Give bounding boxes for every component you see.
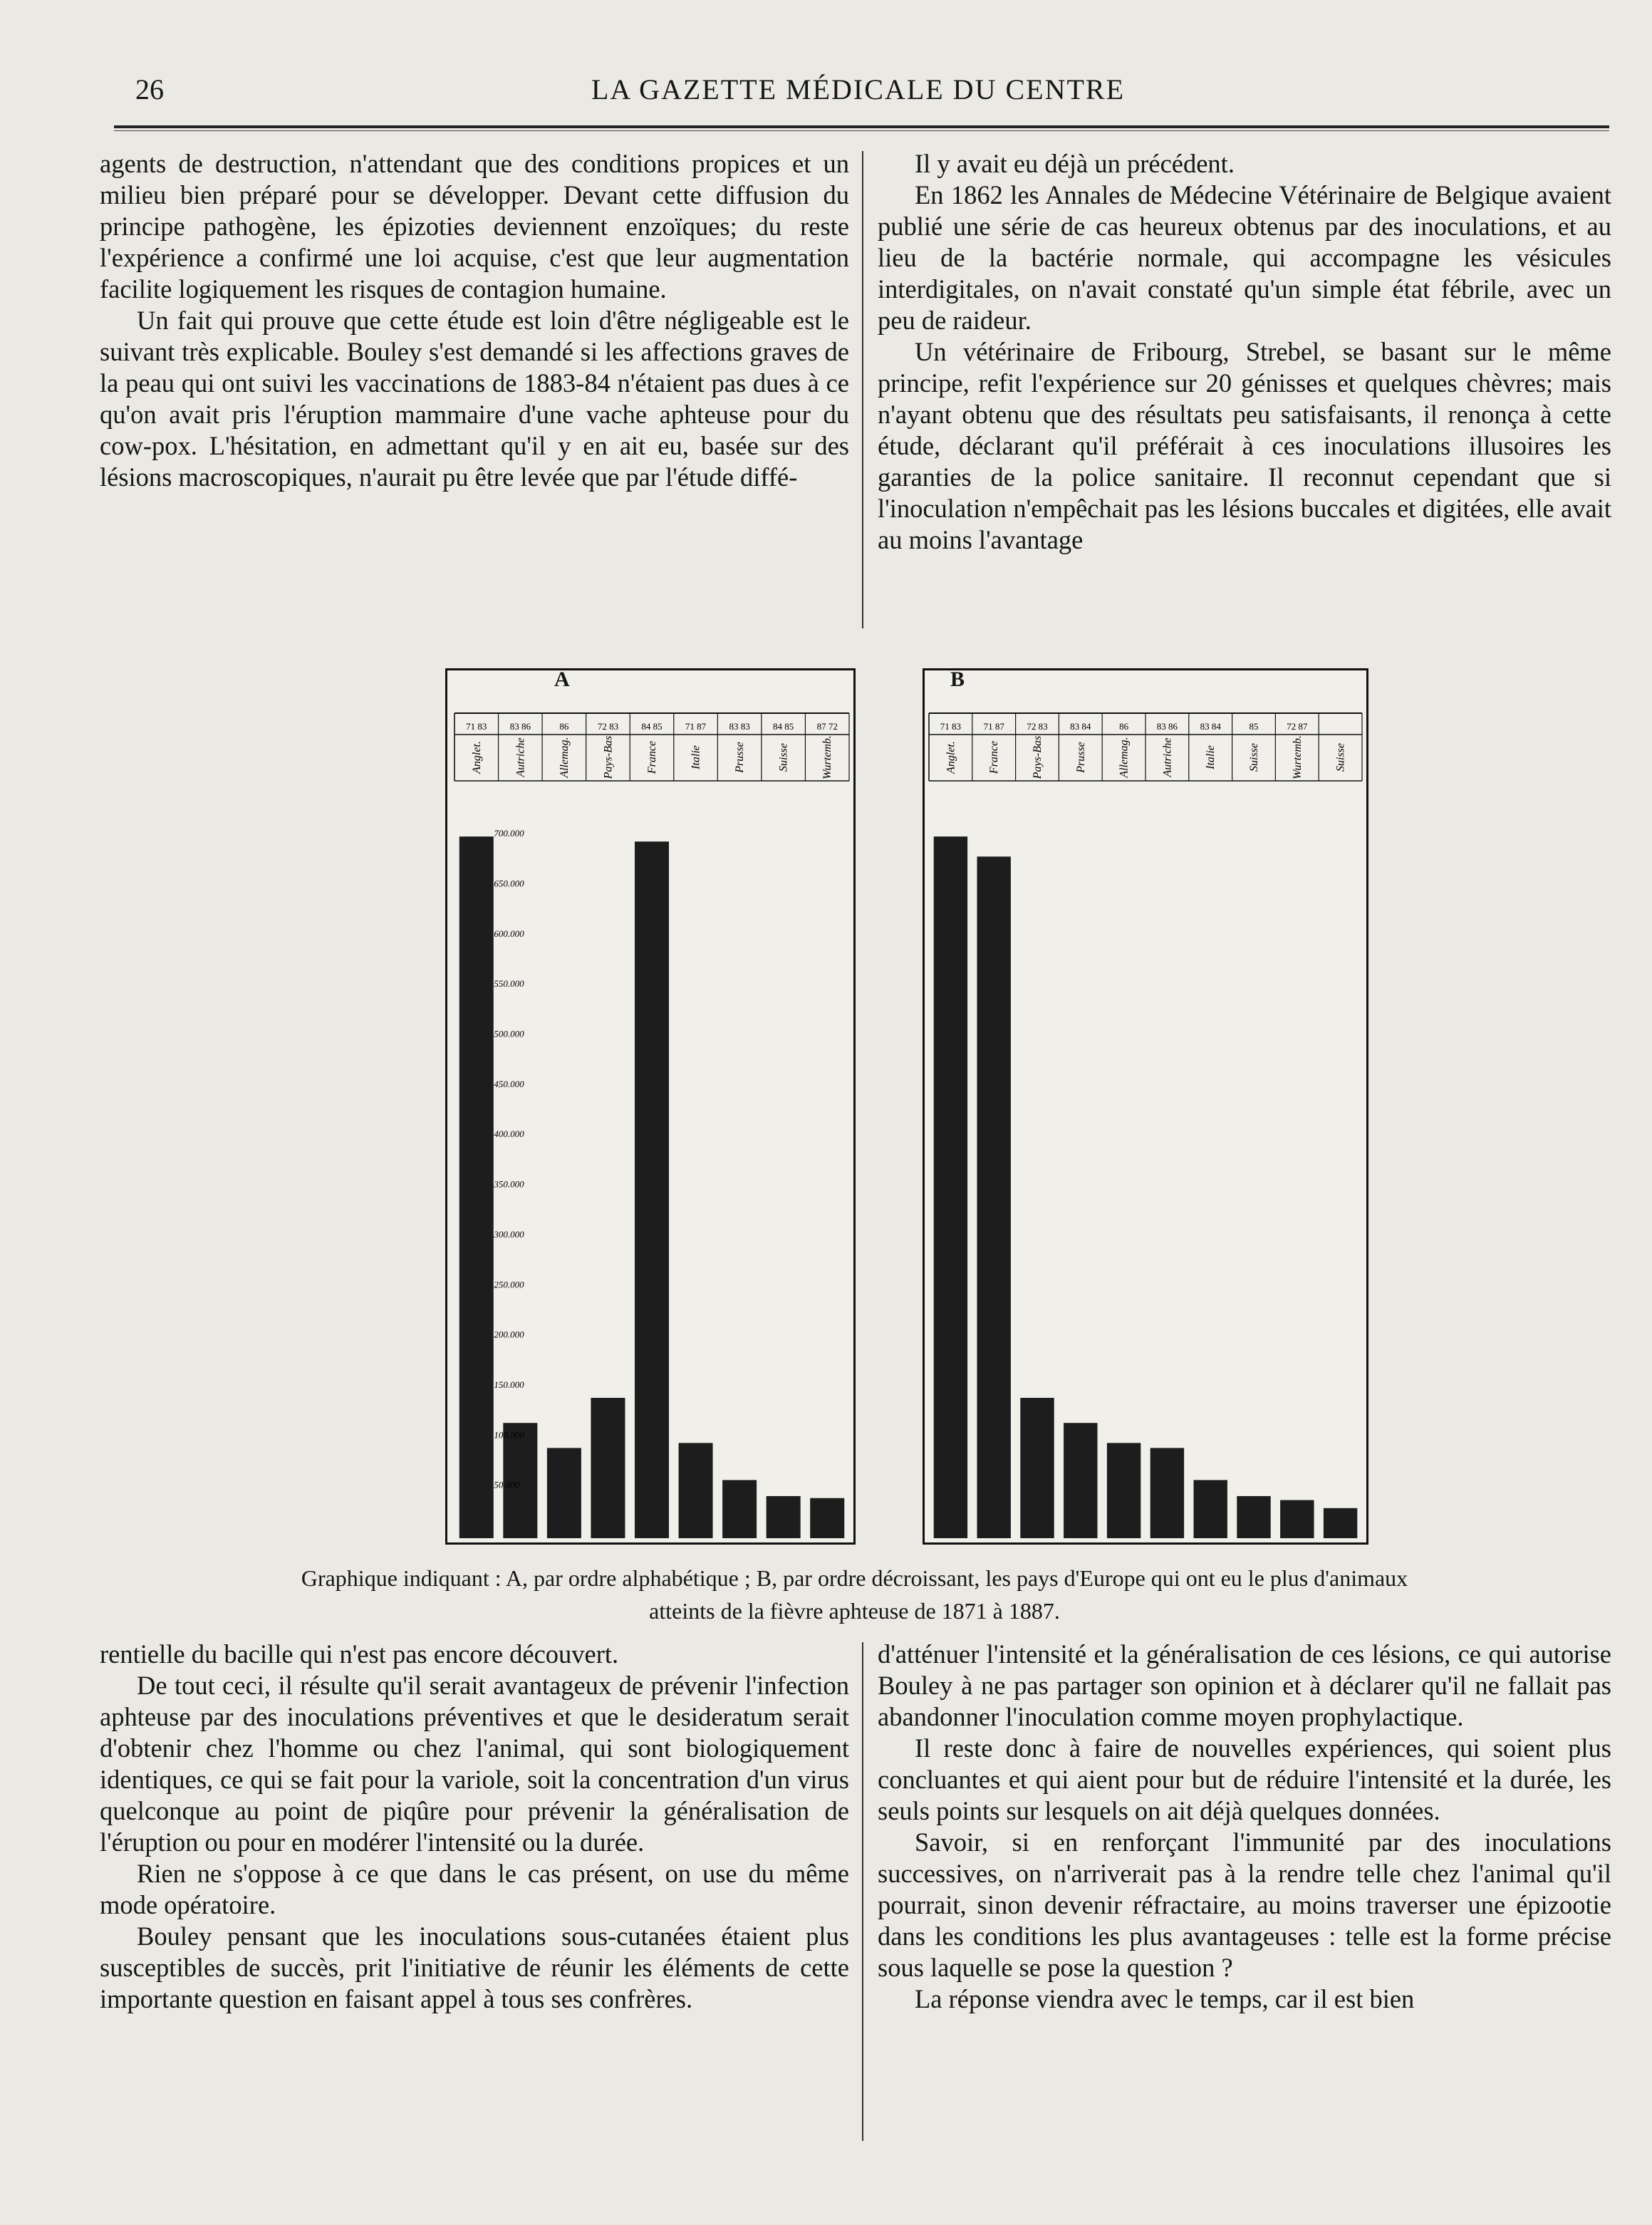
paragraph: La réponse viendra avec le temps, car il est bien [915, 1984, 1415, 2013]
y-tick-label: 500.000 [494, 1028, 524, 1039]
paragraph: Un fait qui prouve que cette étude est loin d'être négligeable est le suivant très explicable. Bouley s'est demandé si les affections graves de la peau qui ont suivi les vaccinations de 1883-84 n'étaient pas dues à ce qu'on avait pris l'éruption mammaire d'une vache aphteuse pour du cow-pox. L'hésitation, en admettant qu'il y en ait eu, basée sur des lésions macroscopiques, n'aurait pu être levée que par l'étude diffé- [100, 306, 849, 492]
y-tick-label: 300.000 [494, 1228, 524, 1240]
column-top-left [100, 148, 849, 493]
paragraph: Bouley pensant que les inoculations sous-cutanées étaient plus susceptibles de succès, prit l'initiative de réunir les éléments de cette importante question en faisant appel à tous ses confrères. [100, 1921, 849, 2013]
bar [767, 1496, 801, 1538]
paragraph: Un vétérinaire de Fribourg, Strebel, se basant sur le même principe, refit l'expérience sur 20 génisses et quelques chèvres; mais n'ayant obtenu que des résultats peu satisfaisants, il renonça à cette étude, déclarant qu'il préférait à ces inoculations illusoires les garanties de la police sanitaire. Il reconnut cependant que si l'inoculation n'empêchait pas les lésions buccales et digitées, elle avait au moins l'avantage [878, 337, 1611, 554]
y-tick-label: 350.000 [494, 1178, 524, 1190]
year-label: 71 83 [940, 721, 962, 732]
bar [547, 1448, 581, 1538]
page-header [107, 68, 1609, 104]
bar [934, 836, 967, 1538]
year-label: 86 [559, 721, 569, 732]
y-tick-label: 650.000 [494, 878, 524, 889]
chart-b-panel [923, 668, 1368, 1545]
category-label: Wurtemb. [821, 735, 834, 779]
caption-line-1: Graphique indiquant : A, par ordre alphabétique ; B, par ordre décroissant, les pays d'Europe qui ont eu le plus d'animaux [301, 1565, 1408, 1591]
caption-line-2: atteints de la fièvre aphteuse de 1871 à 1887. [649, 1598, 1060, 1624]
category-label: Prusse [734, 742, 747, 773]
column-bottom-right [878, 1639, 1611, 2015]
category-label: Italie [690, 745, 702, 769]
paragraph: Il reste donc à faire de nouvelles expériences, qui soient plus concluantes et qui aient pour but de réduire l'intensité et la durée, les seuls points sur lesquels on ait déjà quelques données. [878, 1733, 1611, 1825]
category-label: Suisse [1248, 743, 1260, 772]
year-label: 84 85 [641, 721, 663, 732]
chart-a [447, 670, 853, 1542]
category-label: Allemag. [1118, 737, 1131, 778]
y-tick-label: 150.000 [494, 1379, 524, 1390]
category-label: Autriche [1161, 737, 1174, 777]
paragraph: Il y avait eu déjà un précédent. [915, 149, 1235, 178]
column-bottom-left [100, 1639, 849, 2015]
y-tick-label: 100.000 [494, 1429, 524, 1441]
paragraph: agents de destruction, n'attendant que des conditions propices et un milieu bien préparé pour se développer. Devant cette diffusion du principe pathogène, les épizoties deviennent enzoïques; du reste l'expérience a confirmé une loi acquise, c'est que leur augmentation facilite logiquement les risques de contagion humaine. [100, 149, 849, 304]
bar [459, 836, 494, 1538]
category-label: France [646, 740, 658, 774]
year-label: 83 84 [1200, 721, 1221, 732]
paragraph: d'atténuer l'intensité et la généralisation de ces lésions, ce qui autorise Bouley à ne pas partager son opinion et à déclarer qu'il ne fallait pas abandonner l'inoculation comme moyen prophylactique. [878, 1639, 1611, 1731]
year-label: 71 87 [983, 721, 1004, 732]
year-label: 83 86 [1156, 721, 1178, 732]
y-tick-label: 400.000 [494, 1129, 524, 1140]
figure-caption [100, 1562, 1609, 1627]
page-number: 26 [135, 73, 164, 105]
bar [1237, 1496, 1270, 1538]
category-label: Pays-Bas [1032, 735, 1044, 779]
paragraph: Rien ne s'oppose à ce que dans le cas présent, on use du même mode opératoire. [100, 1859, 849, 1919]
category-label: Pays-Bas [602, 735, 615, 779]
year-label: 83 83 [729, 721, 750, 732]
category-label: Anglet. [945, 741, 957, 774]
paragraph: De tout ceci, il résulte qu'il serait avantageux de prévenir l'infection aphteuse par des inoculations préventives et que le desideratum serait d'obtenir chez l'homme ou chez l'animal, qui sont biologiquement identiques, ce qui se fait pour la variole, soit la concentration d'un virus quelconque au point de piqûre pour prévenir la généralisation de l'éruption ou pour en modérer l'intensité ou la durée. [100, 1671, 849, 1857]
category-label: France [988, 740, 1001, 774]
paragraph: En 1862 les Annales de Médecine Vétérinaire de Belgique avaient publié une série de cas heureux obtenus par des inoculations, et au lieu de la bactérie normale, qui accompagne les vésicules interdigitales, on n'avait constaté qu'un simple état fébrile, avec un peu de raideur. [878, 180, 1611, 335]
chart-b-title: B [950, 668, 965, 691]
bar [1324, 1508, 1357, 1538]
year-label: 86 [1119, 721, 1129, 732]
year-label: 71 87 [685, 721, 707, 732]
year-label: 72 87 [1287, 721, 1308, 732]
header-rule [114, 125, 1609, 128]
bar [1150, 1448, 1184, 1538]
chart-a-title: A [554, 668, 570, 691]
year-label: 72 83 [1027, 721, 1048, 732]
bar [1020, 1398, 1054, 1538]
bar [1280, 1500, 1314, 1538]
column-top-right [878, 148, 1611, 556]
y-tick-label: 200.000 [494, 1329, 524, 1340]
bar [635, 841, 669, 1538]
y-tick-label: 550.000 [494, 978, 524, 990]
bar [1064, 1423, 1097, 1538]
year-label: 87 72 [816, 721, 838, 732]
bar [591, 1398, 625, 1538]
category-label: Anglet. [470, 741, 483, 774]
column-divider [862, 151, 863, 628]
bar [810, 1498, 844, 1538]
bar [1193, 1480, 1227, 1538]
category-label: Allemag. [558, 737, 571, 778]
year-label: 72 83 [597, 721, 619, 732]
year-label: 83 84 [1070, 721, 1091, 732]
bar [722, 1480, 757, 1538]
chart-a-panel [445, 668, 856, 1545]
journal-title: LA GAZETTE MÉDICALE DU CENTRE [591, 73, 1125, 105]
category-label: Suisse [1334, 743, 1347, 772]
bar [977, 856, 1010, 1538]
y-tick-label: 250.000 [494, 1279, 524, 1290]
category-label: Italie [1205, 745, 1217, 769]
year-label: 71 83 [466, 721, 487, 732]
category-label: Wurtemb. [1291, 735, 1304, 779]
bar [679, 1443, 713, 1538]
year-label: 84 85 [773, 721, 794, 732]
column-divider [862, 1642, 863, 2141]
chart-b [925, 670, 1366, 1542]
y-tick-label: 600.000 [494, 928, 524, 939]
y-tick-label: 700.000 [494, 828, 524, 839]
y-tick-label: 50.000 [494, 1479, 520, 1490]
year-label: 83 86 [509, 721, 531, 732]
paragraph: Savoir, si en renforçant l'immunité par des inoculations successives, on n'arriverait pas à la rendre telle chez l'animal qu'il pourrait, sinon devenir réfractaire, au moins traverser une épizootie dans les conditions les plus avantageuses : telle est la forme précise sous laquelle se pose la question ? [878, 1827, 1611, 1982]
year-label: 85 [1249, 721, 1259, 732]
category-label: Prusse [1074, 742, 1087, 773]
y-tick-label: 450.000 [494, 1078, 524, 1089]
category-label: Autriche [514, 737, 527, 777]
category-label: Suisse [777, 743, 790, 772]
paragraph: rentielle du bacille qui n'est pas encore découvert. [100, 1639, 619, 1669]
bar [1107, 1443, 1141, 1538]
header-rule-thin [114, 130, 1609, 131]
